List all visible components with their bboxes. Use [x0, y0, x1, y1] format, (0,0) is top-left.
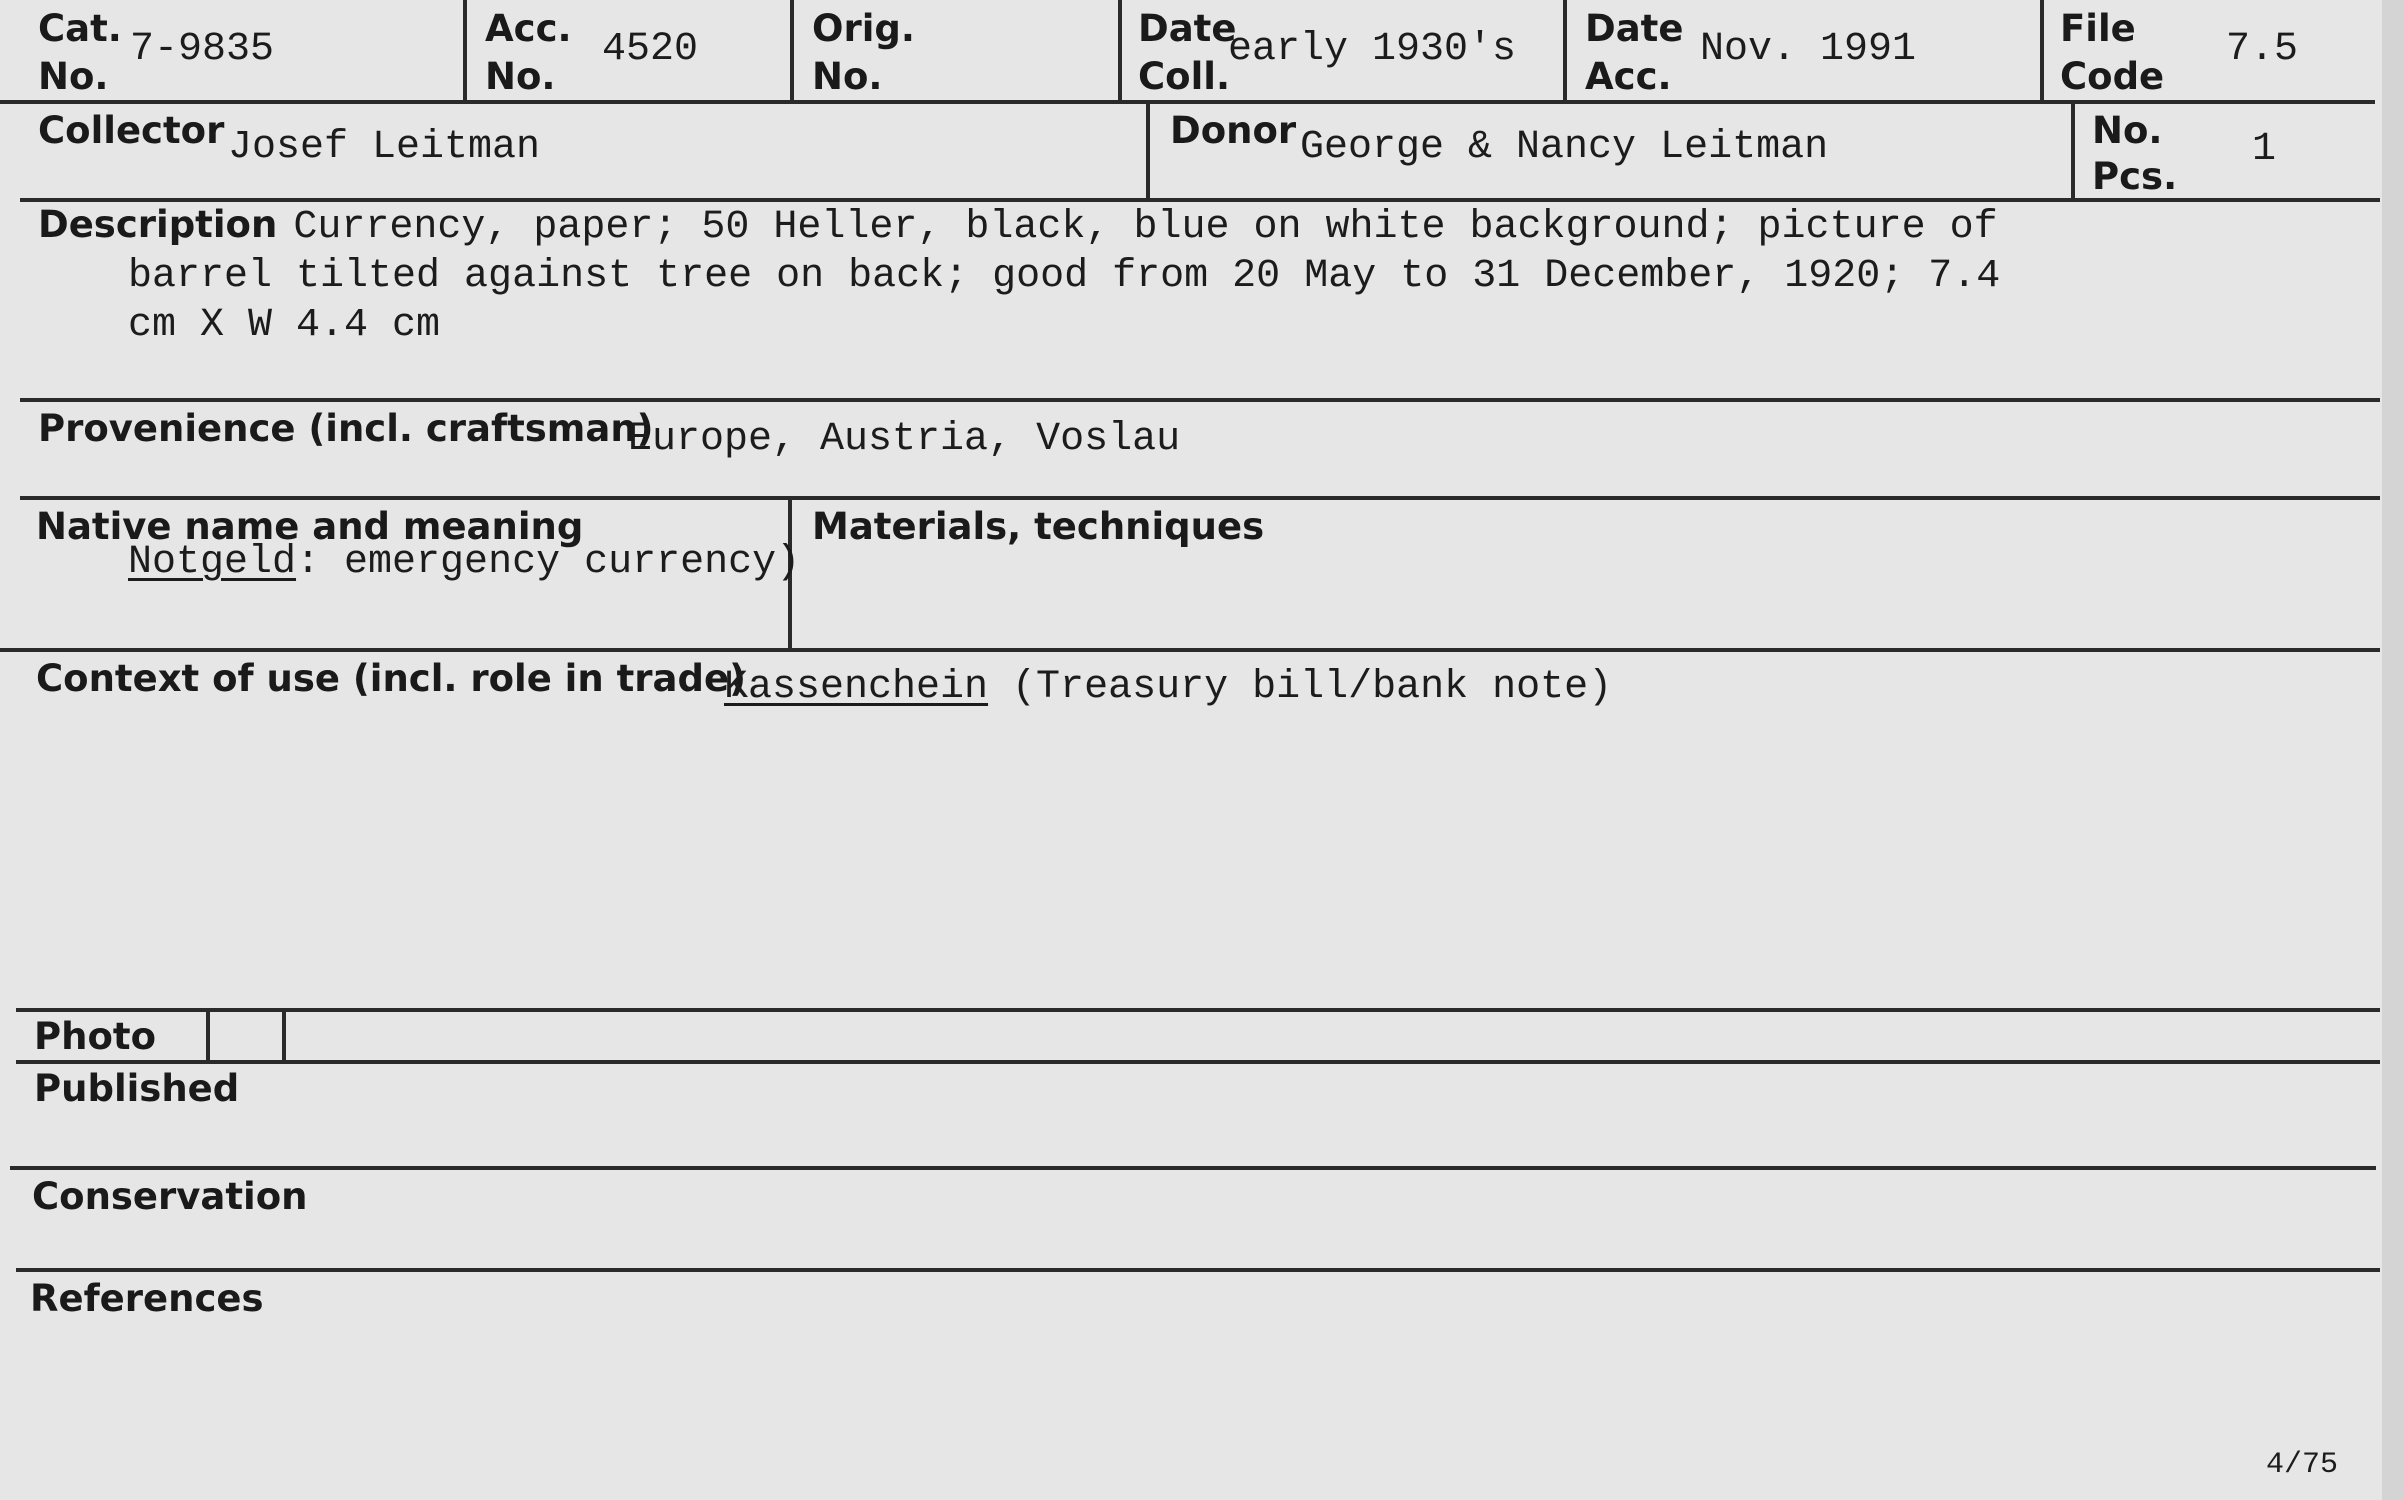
conservation-label: Conservation [32, 1175, 308, 1218]
context-rest: (Treasury bill/bank note) [988, 665, 1613, 710]
provenience-label: Provenience (incl. craftsman) [38, 407, 654, 450]
collector-label: Collector [38, 109, 225, 152]
acc-no-value: 4520 [602, 27, 699, 72]
published-bottom-rule [10, 1166, 2376, 1170]
photo-box-divider-2 [282, 1010, 286, 1062]
references-label: References [30, 1277, 264, 1320]
provenience-value: Europe, Austria, Voslau [628, 417, 1181, 462]
collector-donor-divider [1146, 102, 1150, 200]
cat-no-label-line2: No. [38, 55, 109, 98]
description-text-3: cm X W 4.4 cm [128, 303, 441, 348]
description-text-2: barrel tilted against tree on back; good from 20 May to 31 December, 1920; 7.4 [128, 254, 2001, 299]
form-code: 4/75 [2266, 1448, 2339, 1482]
photo-top-rule [16, 1008, 2380, 1012]
photo-bottom-rule [16, 1060, 2380, 1064]
acc-no-label-line1: Acc. [485, 7, 572, 50]
acc-no-label-line2: No. [485, 55, 556, 98]
date-acc-label-line1: Date [1585, 7, 1684, 50]
description-bottom-rule [20, 398, 2380, 402]
description-line-1 [38, 200, 2138, 252]
date-coll-label-line2: Coll. [1138, 55, 1230, 98]
no-pcs-label-line2: Pcs. [2092, 155, 2178, 198]
file-code-label-line2: Code [2060, 55, 2165, 98]
header-divider-2 [790, 0, 794, 102]
date-coll-label-line1: Date [1138, 7, 1237, 50]
materials-techniques-label: Materials, techniques [812, 505, 1265, 548]
native-row-bottom-rule [0, 648, 2380, 652]
native-name-meaning: : emergency currency) [296, 540, 801, 585]
file-code-label-line1: File [2060, 7, 2136, 50]
native-name-value [128, 540, 801, 585]
no-pcs-label-line1: No. [2092, 109, 2163, 152]
collector-value: Josef Leitman [228, 125, 541, 170]
context-of-use-label: Context of use (incl. role in trade) [36, 657, 746, 700]
context-term: Kassenchein [724, 665, 989, 710]
date-acc-value: Nov. 1991 [1700, 27, 1917, 72]
header-bottom-rule [0, 100, 2375, 104]
file-code-value: 7.5 [2226, 27, 2299, 72]
no-pcs-value: 1 [2252, 127, 2277, 172]
photo-box-divider-1 [206, 1010, 210, 1062]
header-divider-1 [463, 0, 467, 102]
donor-pcs-divider [2071, 102, 2075, 200]
date-acc-label-line2: Acc. [1585, 55, 1672, 98]
description-label: Description [38, 203, 278, 246]
date-coll-value: early 1930's [1228, 27, 1517, 72]
card-right-edge [2382, 0, 2404, 1500]
orig-no-label-line1: Orig. [812, 7, 915, 50]
orig-no-label-line2: No. [812, 55, 883, 98]
cat-no-label-line1: Cat. [38, 7, 122, 50]
native-name-label: Native name and meaning [36, 505, 584, 548]
header-divider-3 [1118, 0, 1122, 102]
provenience-bottom-rule [20, 496, 2380, 500]
published-label: Published [34, 1067, 240, 1110]
cat-no-value: 7-9835 [130, 27, 275, 72]
photo-label: Photo [34, 1015, 156, 1058]
description-block [38, 200, 2138, 350]
header-divider-5 [2040, 0, 2044, 102]
description-text-1: Currency, paper; 50 Heller, black, blue on white background; picture of [293, 205, 1998, 250]
donor-value: George & Nancy Leitman [1300, 125, 1829, 170]
conservation-bottom-rule [16, 1268, 2380, 1272]
header-divider-4 [1563, 0, 1567, 102]
native-name-term: Notgeld [128, 540, 297, 585]
donor-label: Donor [1170, 109, 1297, 152]
context-of-use-value [724, 665, 1613, 710]
